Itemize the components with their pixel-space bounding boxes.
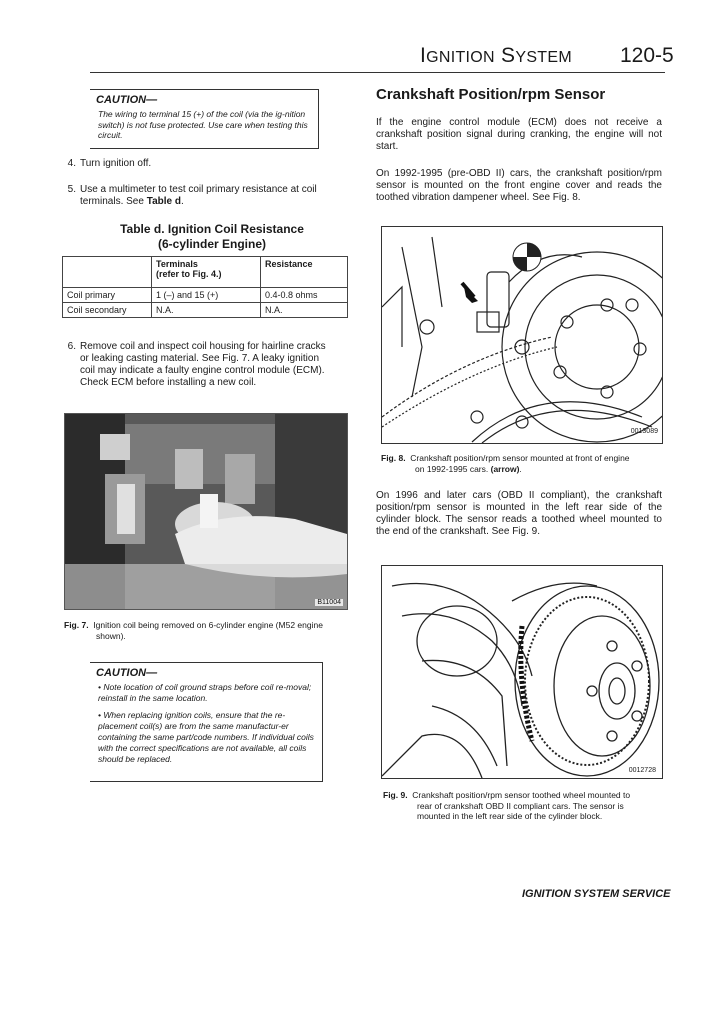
table-cell: N.A. [152, 303, 261, 318]
crankshaft-toothed-wheel-drawing [382, 566, 662, 778]
fig8-caption: Fig. 8. Crankshaft position/rpm sensor mounted at front of engine on 1992-1995 cars. (arrow). [381, 453, 630, 474]
table-cell: 0.4-0.8 ohms [261, 288, 348, 303]
fig9-code: 0012728 [628, 767, 656, 774]
paragraph: On 1996 and later cars (OBD II compliant), the crankshaft position/rpm sensor is mounted in the left rear side of the cylinder block. The sensor reads a toothed wheel mounted to the end of the crankshaft. See Fig. 9. [376, 490, 662, 537]
step-5: 5. Use a multimeter to test coil primary resistance at coil terminals. See Table d. [67, 184, 317, 207]
fig7-caption: Fig. 7. Ignition coil being removed on 6-cylinder engine (M52 engine shown). [64, 620, 323, 641]
coil-resistance-table [62, 256, 348, 318]
front-engine-sensor-drawing [382, 227, 662, 443]
page-number: 120-5 [620, 44, 674, 67]
caution-box-wiring [90, 89, 319, 149]
fig8-drawing [381, 226, 663, 444]
fig8-label: Fig. 8. [381, 453, 406, 463]
step-6: 6. Remove coil and inspect coil housing for hairline cracks or leaking casting material. See Fig. 7. A leaky ignition coil may indicate a faulty engine control module (ECM). Check ECM before installing a new coil. [67, 341, 326, 388]
paragraph: If the engine control module (ECM) does not receive a crankshaft position signal during cranking, the engine will not start. [376, 117, 662, 152]
paragraph: On 1992-1995 (pre-OBD II) cars, the crankshaft position/rpm sensor is mounted on the front engine cover and reads the toothed vibration dampener wheel. See Fig. 8. [376, 168, 662, 203]
table-row [63, 288, 348, 303]
caution-box-replacement [90, 662, 323, 782]
caution-heading: CAUTION— [96, 667, 158, 679]
fig9-drawing [381, 565, 663, 779]
fig7-label: Fig. 7. [64, 620, 89, 630]
table-cell: Coil primary [63, 288, 152, 303]
table-header-terminals: Terminals (refer to Fig. 4.) [152, 257, 261, 288]
table-cell: Coil secondary [63, 303, 152, 318]
fig9-caption: Fig. 9. Crankshaft position/rpm sensor toothed wheel mounted to rear of crankshaft OBD II compliant cars. The sensor is mounted in the left rear side of the cylinder block. [383, 790, 631, 821]
table-cell: 1 (–) and 15 (+) [152, 288, 261, 303]
step-4: 4. Turn ignition off. [67, 158, 152, 169]
fig9-label: Fig. 9. [383, 790, 408, 800]
fig7-photo [64, 413, 348, 610]
table-row [63, 303, 348, 318]
table-header-blank [63, 257, 152, 288]
table-title: Table d. Ignition Coil Resistance (6-cylinder Engine) [120, 222, 304, 251]
caution-text: The wiring to terminal 15 (+) of the coil (via the ig-nition switch) is not fuse protected. Use care when testing this circuit. [98, 109, 308, 140]
caution-bullet: • When replacing ignition coils, ensure that the re-placement coil(s) are from the same manufactur-er containing the same part/code numbers. If individual coils with the correct specifications are not available, all coils should be replaced. [98, 710, 314, 764]
running-header-title: IGNITION SYSTEM [420, 44, 572, 67]
table-reference: Table d [146, 196, 181, 207]
table-header-row [63, 257, 348, 288]
running-footer: IGNITION SYSTEM SERVICE [522, 888, 671, 900]
table-header-resistance: Resistance [261, 257, 348, 288]
header-rule [90, 72, 665, 73]
ignition-coil-photo-illustration [65, 414, 347, 609]
caution-heading: CAUTION— [96, 94, 158, 106]
table-cell: N.A. [261, 303, 348, 318]
fig8-code: 0013089 [630, 428, 658, 435]
caution-bullet: • Note location of coil ground straps before coil re-moval; reinstall in the same location. [98, 682, 312, 703]
fig7-code: B11004 [317, 599, 341, 606]
section-title: Crankshaft Position/rpm Sensor [376, 86, 606, 103]
